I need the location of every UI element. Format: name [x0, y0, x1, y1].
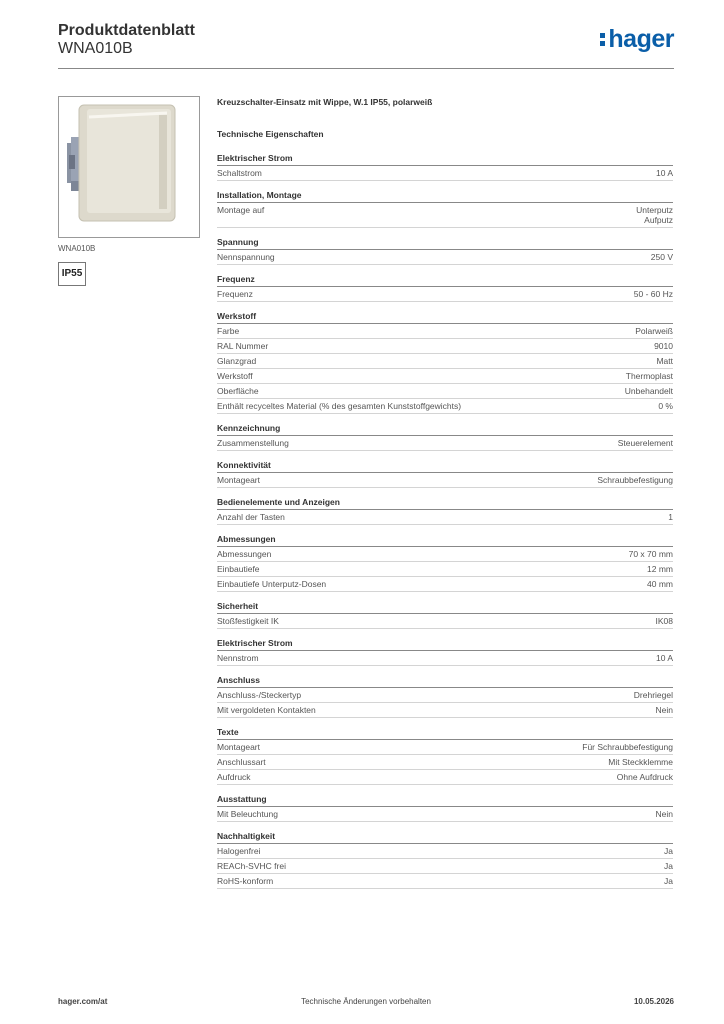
footer-note: Technische Änderungen vorbehalten: [301, 997, 431, 1006]
section-title: Installation, Montage: [217, 190, 673, 203]
page-header: [58, 22, 674, 70]
spec-value: Ohne Aufdruck: [616, 772, 673, 782]
section-title: Kennzeichnung: [217, 423, 673, 436]
spec-section: [217, 534, 673, 592]
spec-label: Frequenz: [217, 289, 253, 299]
spec-row: [217, 577, 673, 592]
section-title: Nachhaltigkeit: [217, 831, 673, 844]
spec-row: [217, 844, 673, 859]
spec-label: Glanzgrad: [217, 356, 257, 366]
logo-colon-icon: [600, 32, 606, 47]
spec-value: 0 %: [658, 401, 673, 411]
header-divider: [58, 68, 674, 69]
spec-value: Steuerelement: [617, 438, 673, 448]
spec-section: [217, 423, 673, 451]
section-title: Werkstoff: [217, 311, 673, 324]
spec-label: Nennstrom: [217, 653, 259, 663]
spec-label: Enthält recyceltes Material (% des gesamten Kunststoffgewichts): [217, 401, 462, 411]
spec-label: REACh-SVHC frei: [217, 861, 286, 871]
spec-value: Drehriegel: [633, 690, 673, 700]
spec-row: [217, 770, 673, 785]
spec-section: [217, 675, 673, 718]
section-title: Frequenz: [217, 274, 673, 287]
spec-row: [217, 203, 673, 228]
spec-label: Schaltstrom: [217, 168, 262, 178]
spec-label: Anschlussart: [217, 757, 266, 767]
spec-row: [217, 369, 673, 384]
spec-row: [217, 614, 673, 629]
spec-section: [217, 274, 673, 302]
spec-row: [217, 354, 673, 369]
spec-section: [217, 727, 673, 785]
spec-label: Einbautiefe Unterputz-Dosen: [217, 579, 327, 589]
section-title: Elektrischer Strom: [217, 153, 673, 166]
image-caption: WNA010B: [58, 244, 96, 253]
spec-label: Anzahl der Tasten: [217, 512, 285, 522]
spec-label: Montageart: [217, 742, 260, 752]
spec-value: Für Schraubbefestigung: [582, 742, 673, 752]
spec-row: [217, 688, 673, 703]
spec-section: [217, 237, 673, 265]
spec-label: RAL Nummer: [217, 341, 269, 351]
spec-value: 70 x 70 mm: [628, 549, 673, 559]
spec-value: 10 A: [655, 168, 673, 178]
spec-value: Unbehandelt: [624, 386, 673, 396]
spec-label: Aufdruck: [217, 772, 251, 782]
spec-row: [217, 166, 673, 181]
spec-value: Ja: [664, 846, 673, 856]
document-title: Produktdatenblatt: [58, 22, 195, 39]
spec-row: [217, 562, 673, 577]
spec-value: 250 V: [650, 252, 673, 262]
spec-value: Ja: [664, 861, 673, 871]
footer-date: 10.05.2026: [633, 997, 674, 1006]
spec-label: Mit vergoldeten Kontakten: [217, 705, 316, 715]
spec-label: Montageart: [217, 475, 260, 485]
section-title: Anschluss: [217, 675, 673, 688]
spec-section: [217, 794, 673, 822]
spec-sections: [217, 153, 673, 889]
spec-section: [217, 190, 673, 228]
product-image: [58, 96, 200, 238]
spec-value: Nein: [655, 809, 673, 819]
spec-label: Abmessungen: [217, 549, 272, 559]
spec-row: [217, 547, 673, 562]
spec-label: Einbautiefe: [217, 564, 260, 574]
section-title: Bedienelemente und Anzeigen: [217, 497, 673, 510]
spec-row: [217, 250, 673, 265]
document-subtitle: WNA010B: [58, 40, 133, 57]
switch-insert-illustration: [59, 97, 199, 237]
spec-value: Matt: [656, 356, 673, 366]
main-heading: Technische Eigenschaften: [217, 129, 324, 139]
spec-value: Nein: [655, 705, 673, 715]
spec-value: Mit Steckklemme: [608, 757, 673, 767]
logo-text: hager: [608, 25, 674, 53]
spec-label: Werkstoff: [217, 371, 253, 381]
spec-row: [217, 755, 673, 770]
spec-value: Schraubbefestigung: [597, 475, 673, 485]
section-title: Ausstattung: [217, 794, 673, 807]
spec-section: [217, 311, 673, 414]
spec-label: Anschluss-/Steckertyp: [217, 690, 302, 700]
spec-value: 10 A: [655, 653, 673, 663]
section-title: Texte: [217, 727, 673, 740]
footer-website: hager.com/at: [58, 997, 108, 1006]
spec-value: 40 mm: [647, 579, 673, 589]
section-title: Konnektivität: [217, 460, 673, 473]
spec-label: Mit Beleuchtung: [217, 809, 278, 819]
spec-section: [217, 601, 673, 629]
spec-row: [217, 703, 673, 718]
spec-label: RoHS-konform: [217, 876, 274, 886]
spec-label: Stoßfestigkeit IK: [217, 616, 279, 626]
spec-row: [217, 807, 673, 822]
spec-section: [217, 460, 673, 488]
section-title: Abmessungen: [217, 534, 673, 547]
spec-row: [217, 384, 673, 399]
spec-row: [217, 473, 673, 488]
spec-label: Montage auf: [217, 205, 265, 215]
spec-row: [217, 324, 673, 339]
spec-row: [217, 859, 673, 874]
section-title: Spannung: [217, 237, 673, 250]
spec-label: Farbe: [217, 326, 240, 336]
spec-value: 1: [668, 512, 673, 522]
spec-section: [217, 153, 673, 181]
spec-value: IK08: [655, 616, 673, 626]
spec-row: [217, 399, 673, 414]
spec-value: Thermoplast: [625, 371, 673, 381]
spec-value: Ja: [664, 876, 673, 886]
product-description: Kreuzschalter-Einsatz mit Wippe, W.1 IP55, polarweiß: [217, 97, 433, 107]
spec-row: [217, 339, 673, 354]
spec-label: Nennspannung: [217, 252, 275, 262]
spec-row: [217, 436, 673, 451]
spec-value: 50 - 60 Hz: [633, 289, 673, 299]
spec-label: Halogenfrei: [217, 846, 261, 856]
spec-section: [217, 497, 673, 525]
spec-label: Oberfläche: [217, 386, 259, 396]
spec-section: [217, 638, 673, 666]
spec-value: Unterputz Aufputz: [636, 205, 673, 225]
hager-logo: [600, 25, 674, 54]
spec-section: [217, 831, 673, 889]
section-title: Sicherheit: [217, 601, 673, 614]
technical-data: [217, 97, 673, 898]
spec-row: [217, 510, 673, 525]
spec-row: [217, 287, 673, 302]
spec-row: [217, 874, 673, 889]
section-title: Elektrischer Strom: [217, 638, 673, 651]
spec-row: [217, 740, 673, 755]
spec-value: 9010: [654, 341, 673, 351]
spec-value: Polarweiß: [635, 326, 673, 336]
spec-value: 12 mm: [647, 564, 673, 574]
spec-row: [217, 651, 673, 666]
spec-label: Zusammenstellung: [217, 438, 289, 448]
ip-rating-badge: IP55: [58, 262, 86, 286]
